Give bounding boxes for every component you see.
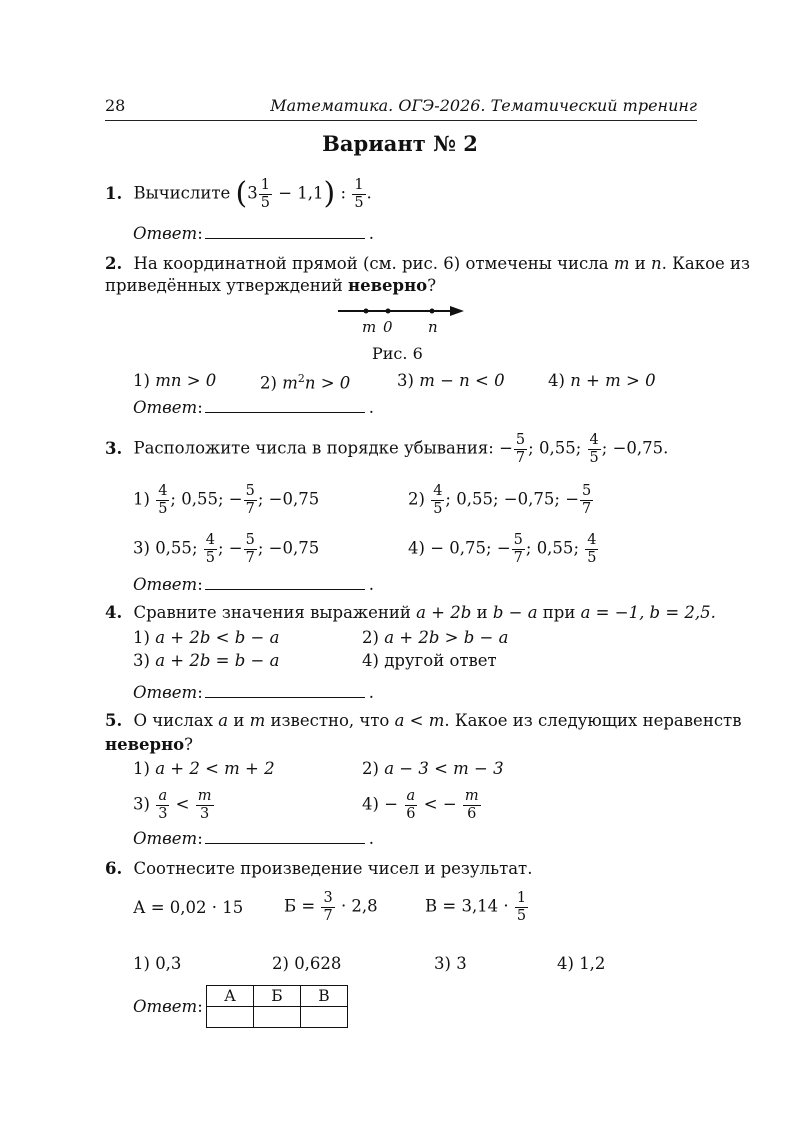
- answer-blank[interactable]: [205, 575, 365, 590]
- task-2-option-3: 3) m − n < 0: [397, 371, 505, 390]
- fraction: $\frac{5}{7}$: [515, 432, 526, 466]
- task-5-option-1: 1) a + 2 < m + 2: [133, 759, 275, 778]
- task-2-line-1: 2. На координатной прямой (см. рис. 6) отмечены числа m и n. Какое из: [105, 254, 751, 273]
- task-number: 1.: [105, 183, 123, 203]
- answer-blank[interactable]: [205, 683, 365, 698]
- fraction: $\frac{1}{5}$: [354, 177, 364, 211]
- paren-open: (: [235, 176, 248, 211]
- answer-table-header: В: [301, 986, 348, 1007]
- label-m: m: [362, 318, 377, 336]
- answer-cell-a[interactable]: [207, 1007, 254, 1028]
- task-5-option-4: 4) − $\frac{a}{6}$ < − $\frac{m}{6}$: [362, 788, 479, 822]
- task-3-option-1: 1) $\frac{4}{5}$ ; 0,55; − $\frac{5}{7}$ ; −0,75: [133, 483, 320, 517]
- answer-blank[interactable]: [205, 829, 365, 844]
- task-6-result-3: 3) 3: [434, 954, 467, 973]
- label-zero: 0: [383, 318, 393, 336]
- task-6-result-2: 2) 0,628: [272, 954, 342, 973]
- point-m: [364, 309, 369, 314]
- answer-line: Ответ: .: [133, 683, 374, 702]
- fraction: $\frac{4}{5}$: [589, 432, 599, 466]
- answer-line: Ответ: .: [133, 829, 374, 848]
- task-5-line-2: неверно?: [105, 735, 194, 754]
- axis-arrow-icon: [450, 306, 464, 316]
- task-1-text: Вычислите: [133, 183, 231, 203]
- task-4-option-4: 4) другой ответ: [362, 651, 497, 670]
- task-6-item-v: В = 3,14 · $\frac{1}{5}$: [425, 890, 527, 924]
- answer-table-input-row: [207, 1007, 348, 1028]
- answer-table-header: Б: [254, 986, 301, 1007]
- task-3: 3. Расположите числа в порядке убывания: − $\frac{5}{7}$ ; 0,55; $\frac{4}{5}$ ; −0,75.: [105, 432, 669, 466]
- answer-blank[interactable]: [205, 398, 365, 413]
- paren-close: ): [323, 176, 336, 211]
- task-3-option-4: 4) − 0,75; − $\frac{5}{7}$ ; 0,55; $\frac{4}{5}$: [408, 532, 597, 566]
- task-3-option-3: 3) 0,55; $\frac{4}{5}$ ; − $\frac{5}{7}$ ; −0,75: [133, 532, 320, 566]
- point-n: [430, 309, 435, 314]
- point-zero: [386, 309, 391, 314]
- answer-table: [206, 985, 348, 1028]
- task-6-item-a: А = 0,02 · 15: [133, 898, 244, 917]
- task-6-result-1: 1) 0,3: [133, 954, 182, 973]
- answer-blank[interactable]: [205, 224, 365, 239]
- answer-line: Ответ: .: [133, 398, 374, 417]
- answer-table-header: А: [207, 986, 254, 1007]
- task-6: 6. Соотнесите произведение чисел и результат.: [105, 859, 533, 878]
- task-4: 4. Сравните значения выражений a + 2b и b − a при a = −1, b = 2,5.: [105, 603, 716, 622]
- task-4-option-3: 3) a + 2b = b − a: [133, 651, 280, 670]
- answer-line: Ответ: .: [133, 224, 374, 243]
- number-line-figure: [336, 302, 466, 324]
- figure-caption: Рис. 6: [372, 344, 423, 363]
- task-5-option-3: 3) $\frac{a}{3}$ < $\frac{m}{3}$: [133, 788, 212, 822]
- task-3-option-2: 2) $\frac{4}{5}$ ; 0,55; −0,75; − $\frac{5}{7}$: [408, 483, 592, 517]
- task-2-option-4: 4) n + m > 0: [548, 371, 656, 390]
- task-1: 1. Вычислите (3 $\frac{1}{5}$ − 1,1) : $\frac{1}{5}$ .: [105, 176, 372, 211]
- task-2-option-1: 1) mn > 0: [133, 371, 217, 390]
- fraction: $\frac{1}{5}$: [260, 177, 270, 211]
- answer-cell-v[interactable]: [301, 1007, 348, 1028]
- label-n: n: [428, 318, 438, 336]
- answer-table-header-row: [207, 986, 348, 1007]
- task-2-option-2: 2) $m^2n > 0$: [260, 372, 351, 393]
- header-rule: [105, 120, 697, 121]
- task-4-option-1: 1) a + 2b < b − a: [133, 628, 280, 647]
- task-6-item-b: Б = $\frac{3}{7}$ · 2,8: [284, 890, 378, 924]
- running-title: Математика. ОГЭ-2026. Тематический тренинг: [270, 96, 697, 115]
- answer-line: Ответ: .: [133, 575, 374, 594]
- task-5-option-2: 2) a − 3 < m − 3: [362, 759, 504, 778]
- page-number: 28: [105, 96, 126, 115]
- answer-label: Ответ:: [133, 997, 203, 1016]
- task-2-line-2: приведённых утверждений неверно?: [105, 276, 437, 295]
- task-5-line-1: 5. О числах a и m известно, что a < m. Какое из следующих неравенств: [105, 711, 742, 730]
- answer-cell-b[interactable]: [254, 1007, 301, 1028]
- variant-title: Вариант № 2: [322, 131, 478, 156]
- task-6-result-4: 4) 1,2: [557, 954, 606, 973]
- task-4-option-2: 2) a + 2b > b − a: [362, 628, 509, 647]
